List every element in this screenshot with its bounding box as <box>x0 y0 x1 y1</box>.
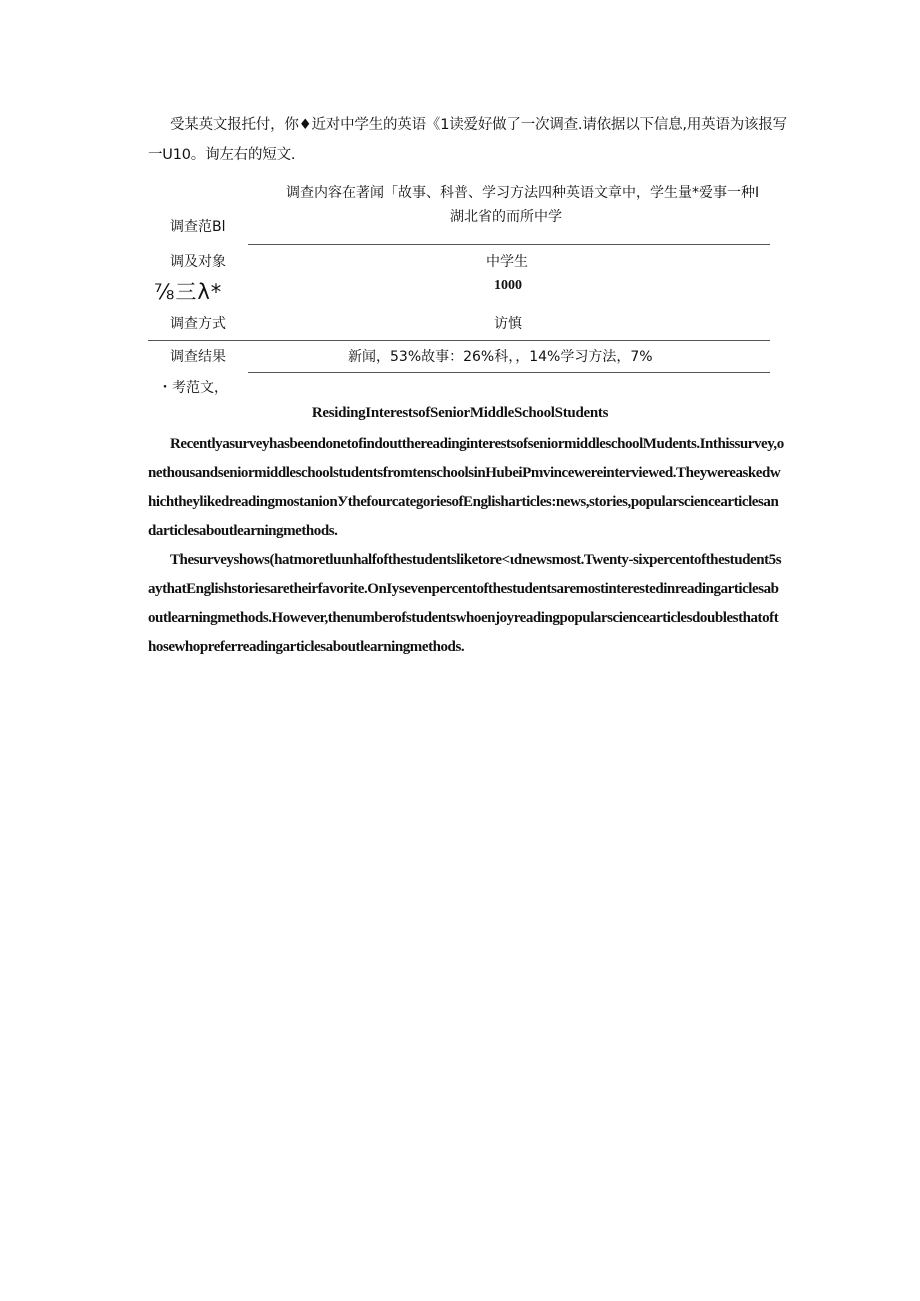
survey-result-label: 调查结果 <box>170 349 226 365</box>
survey-method-label: 调查方式 <box>170 316 226 332</box>
survey-scope-value-line1: 调查内容在著闻「故事、科普、学习方法四种英语文章中，学生量*爱事一种I <box>286 185 760 201</box>
survey-scope-label: 调查范Bl <box>170 219 226 235</box>
essay-paragraph-2: Thesurveyshows(hatmoretluιnhalfofthestudentsliketore<ιdnewsmost.Twenty-sixpercentofthestudent5saythatEnglishstoriesaretheirfavorite.OnIysevenpercentofthestudentsaremostinterestedinreadingarticlesaboutlearningmethods.However,thenumberofstudentswhoenjoyreadingpopularsciencearticlesdoublesthatofthosewhopreferreadingarticlesaboutlearningmethods. <box>148 552 782 655</box>
survey-method-value: 访慎 <box>494 316 522 332</box>
survey-count-label: ⅞三λ* <box>154 280 223 304</box>
survey-result-value: 新闻，53%故事：26%科，，14%学习方法，7% <box>348 349 653 365</box>
reference-label: ・考范文， <box>158 380 228 396</box>
essay-body <box>148 430 784 662</box>
task-instruction: 受某英文报托付，你♦近对中学生的英语《1读爱好做了一次调查.请依据以下信息,用英语为该报写一U10。询左右的短文. <box>148 117 787 163</box>
essay-title: ResidingInterestsofSeniorMiddleSchoolStudents <box>311 405 609 421</box>
survey-table <box>148 176 770 376</box>
survey-subject-value: 中学生 <box>486 254 528 270</box>
survey-scope-value-line2: 湖北省的而所中学 <box>450 209 562 225</box>
survey-count-value: 1000 <box>494 278 522 293</box>
survey-subject-label: 调及对象 <box>170 254 226 270</box>
table-rule <box>248 244 770 245</box>
table-rule <box>248 372 770 373</box>
essay-paragraph-1: RecentlyasurveyhasbeendonetofindoutthereadinginterestsofseniormiddleschoolMudents.Inthissurvey,onethousandseniormiddleschoolstudentsfromtenschoolsinHubeiPmvincewereinterviewed.TheywereaskedwhichtheylikedreadingmostanionУthefourcategoriesofEnglisharticles:news,stories,popularsciencearticlesandarticlesaboutlearningmethods. <box>148 436 784 539</box>
table-rule <box>148 340 770 341</box>
